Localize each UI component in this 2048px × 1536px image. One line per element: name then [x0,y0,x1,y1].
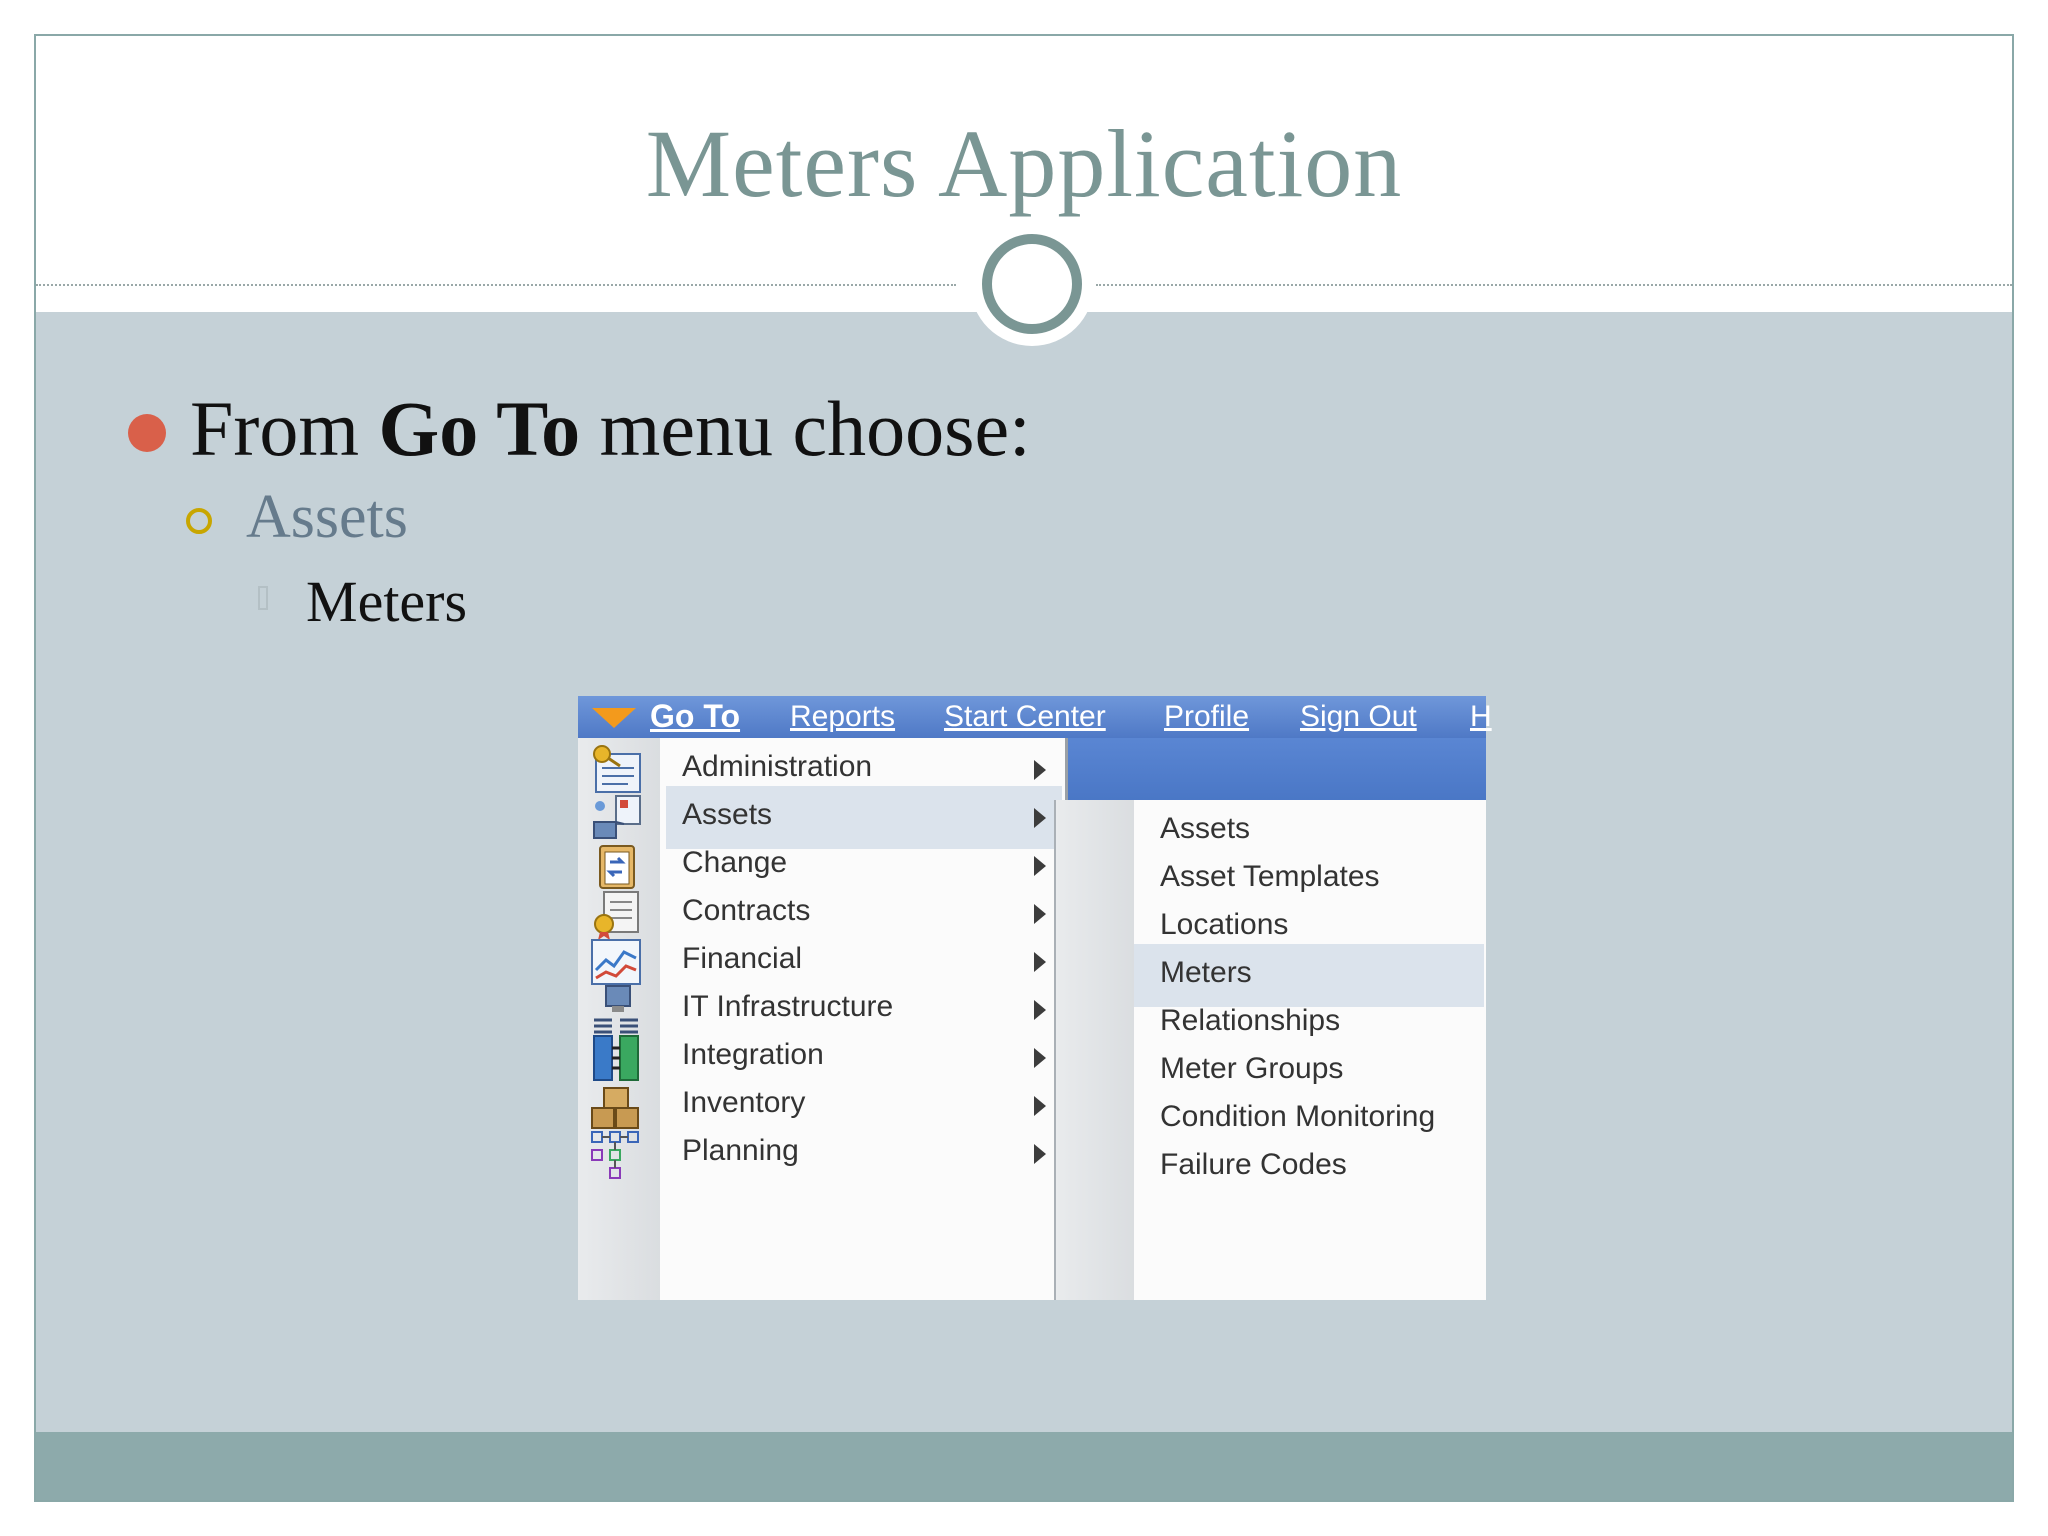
nav-help[interactable]: H [1470,700,1492,733]
submenu-item-label: Relationships [1160,1004,1341,1037]
menu-item-label: Financial [682,942,803,975]
title-divider-right [1096,284,2012,286]
bullet-text-assets: Assets [246,483,408,551]
submenu-arrow-icon [1034,1048,1046,1068]
menu-item-label: Inventory [682,1086,806,1119]
menu-item-label: Administration [682,750,873,783]
submenu-item-label: Locations [1160,908,1289,941]
menu-item-label: Contracts [682,894,811,927]
submenu-arrow-icon [1034,1144,1046,1164]
nav-start-center[interactable]: Start Center [944,700,1106,733]
nav-goto[interactable]: Go To [650,698,741,734]
nav-reports[interactable]: Reports [790,700,896,733]
menu-item-label: Change [682,846,788,879]
nav-bar [578,696,1492,738]
submenu-arrow-icon [1034,904,1046,924]
assets-submenu [1054,800,1486,1300]
nav-bar-extension [1068,738,1486,800]
submenu-arrow-icon [1034,1096,1046,1116]
submenu-arrow-icon [1034,856,1046,876]
submenu-arrow-icon [1034,760,1046,780]
bullet-text-bold: Go To [378,385,581,472]
dropdown-triangle-icon[interactable] [592,708,636,728]
submenu-item-label: Assets [1160,812,1251,845]
planning-diagram-icon [588,1128,644,1180]
bullet-square-icon [258,586,268,610]
goto-menu [578,738,1068,1300]
submenu-item-label: Asset Templates [1160,860,1380,893]
slide-title: Meters Application [645,110,1403,217]
submenu-item-failure-codes[interactable] [1056,1136,1488,1199]
menu-item-label: Assets [682,798,773,831]
submenu-arrow-icon [1034,808,1046,828]
nav-profile[interactable]: Profile [1164,700,1250,733]
nav-sign-out[interactable]: Sign Out [1300,700,1417,733]
menu-item-label: IT Infrastructure [682,990,894,1023]
footer-bar [36,1432,2012,1500]
bullet-text-pre: From [190,385,379,472]
title-divider-left [36,284,956,286]
menu-item-planning[interactable] [578,1122,1068,1185]
slide [34,34,2014,1502]
bullet-dot-icon [128,414,166,452]
bullet-text-meters: Meters [306,569,468,634]
submenu-arrow-icon [1034,952,1046,972]
submenu-item-label: Failure Codes [1160,1148,1347,1181]
bullet-text [190,384,1031,474]
menu-item-label: Planning [682,1134,799,1167]
submenu-arrow-icon [1034,1000,1046,1020]
goto-menu-screenshot [578,696,1492,1300]
submenu-item-label: Condition Monitoring [1160,1100,1436,1133]
circle-ring-icon [982,234,1082,334]
submenu-item-label: Meter Groups [1160,1052,1344,1085]
bullet-text-post: menu choose: [580,385,1031,472]
submenu-item-label: Meters [1160,956,1252,989]
bullet-ring-icon [186,508,212,534]
title-circle-ornament [970,222,1094,346]
menu-item-label: Integration [682,1038,824,1071]
